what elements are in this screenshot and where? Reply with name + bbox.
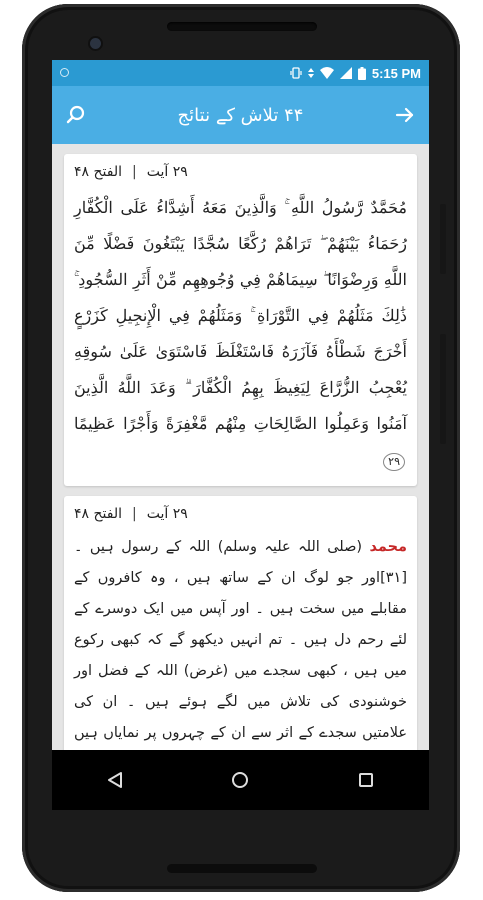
recents-nav-button[interactable] [346,760,386,800]
search-highlight: محمد [369,539,408,555]
power-button [440,334,446,444]
notification-dot-icon [60,68,69,77]
status-bar [52,60,429,86]
search-button[interactable] [62,101,90,129]
volume-button [440,204,446,274]
result-card-translation[interactable] [64,496,417,782]
data-arrows-icon [308,68,314,78]
wifi-icon [320,67,334,79]
arabic-verse [74,190,407,478]
search-icon [66,105,86,125]
navigation-bar [52,750,429,810]
forward-button[interactable] [391,101,419,129]
urdu-translation [74,532,407,780]
arrow-right-icon [395,105,415,125]
nav-home-icon [231,771,249,789]
result-header [74,164,407,190]
back-nav-button[interactable] [95,760,135,800]
surah-label: الفتح ۴۸ [74,506,122,522]
top-speaker [167,22,317,31]
nav-recents-icon [358,772,374,788]
vibrate-icon [290,67,302,79]
page-title: ۴۴ تلاش کے نتائج [177,104,304,126]
arabic-verse-text: مُحَمَّدٌ رَّسُولُ اللَّهِ ۚ وَالَّذِينَ مَعَهُ أَشِدَّاءُ عَلَى الْكُفَّارِ رُحَمَاءُ بَيْنَهُمْ ۖ تَرَاهُمْ رُكَّعًا سُجَّدًا يَبْتَغُونَ فَضْلًا مِّنَ اللَّهِ وَرِضْوَانًا ۖ سِيمَاهُمْ فِي وُجُوهِهِم مِّنْ أَثَرِ السُّجُودِ ۚ ذَٰلِكَ مَثَلُهُمْ فِي التَّوْرَاةِ ۚ وَمَثَلُهُمْ فِي الْإِنجِيلِ كَزَرْعٍ أَخْرَجَ شَطْأَهُ فَآزَرَهُ فَاسْتَغْلَظَ فَاسْتَوَىٰ عَلَىٰ سُوقِهِ يُعْجِبُ الزُّرَّاعَ لِيَغِيظَ بِهِمُ الْكُفَّارَ ۗ وَعَدَ اللَّهُ الَّذِينَ آمَنُوا وَعَمِلُوا الصَّالِحَاتِ مِنْهُم مَّغْفِرَةً وَأَجْرًا عَظِيمًا [74,198,407,433]
urdu-translation-text: (صلی اللہ علیہ وسلم) اللہ کے رسول ہیں ۔ [۳۱]اور جو لوگ ان کے ساتھ ہیں ، وہ کافروں کے مقابلے میں سخت ہیں ۔ اور آپس میں ایک دوسرے کے لئے رحم دل ہیں ۔ تم انہیں دیکھو گے کہ کبھی رکوع میں ہیں ، کبھی سجدے میں (غرض) اللہ کے فضل اور خوشنودی کی تلاش میں لگے ہوئے ہیں ۔ ان کی علامتیں سجدے کے اثر سے ان کے چہروں پر نمایاں ہیں [74,539,407,741]
nav-back-icon [107,771,123,789]
result-card-arabic[interactable] [64,154,417,486]
bottom-speaker [167,864,317,873]
screen [52,60,429,810]
ayah-end-marker: ۲۹ [383,453,405,471]
ayah-label: ۲۹ آیت [146,164,188,180]
surah-label: الفتح ۴۸ [74,164,122,180]
header-separator: | [132,506,137,522]
app-bar [52,86,429,144]
result-header [74,506,407,532]
ayah-label: ۲۹ آیت [146,506,188,522]
battery-icon [358,67,366,80]
home-nav-button[interactable] [220,760,260,800]
signal-icon [340,67,352,79]
front-camera [90,38,101,49]
results-list [52,144,429,782]
header-separator: | [132,164,137,180]
status-time: 5:15 PM [371,65,421,81]
